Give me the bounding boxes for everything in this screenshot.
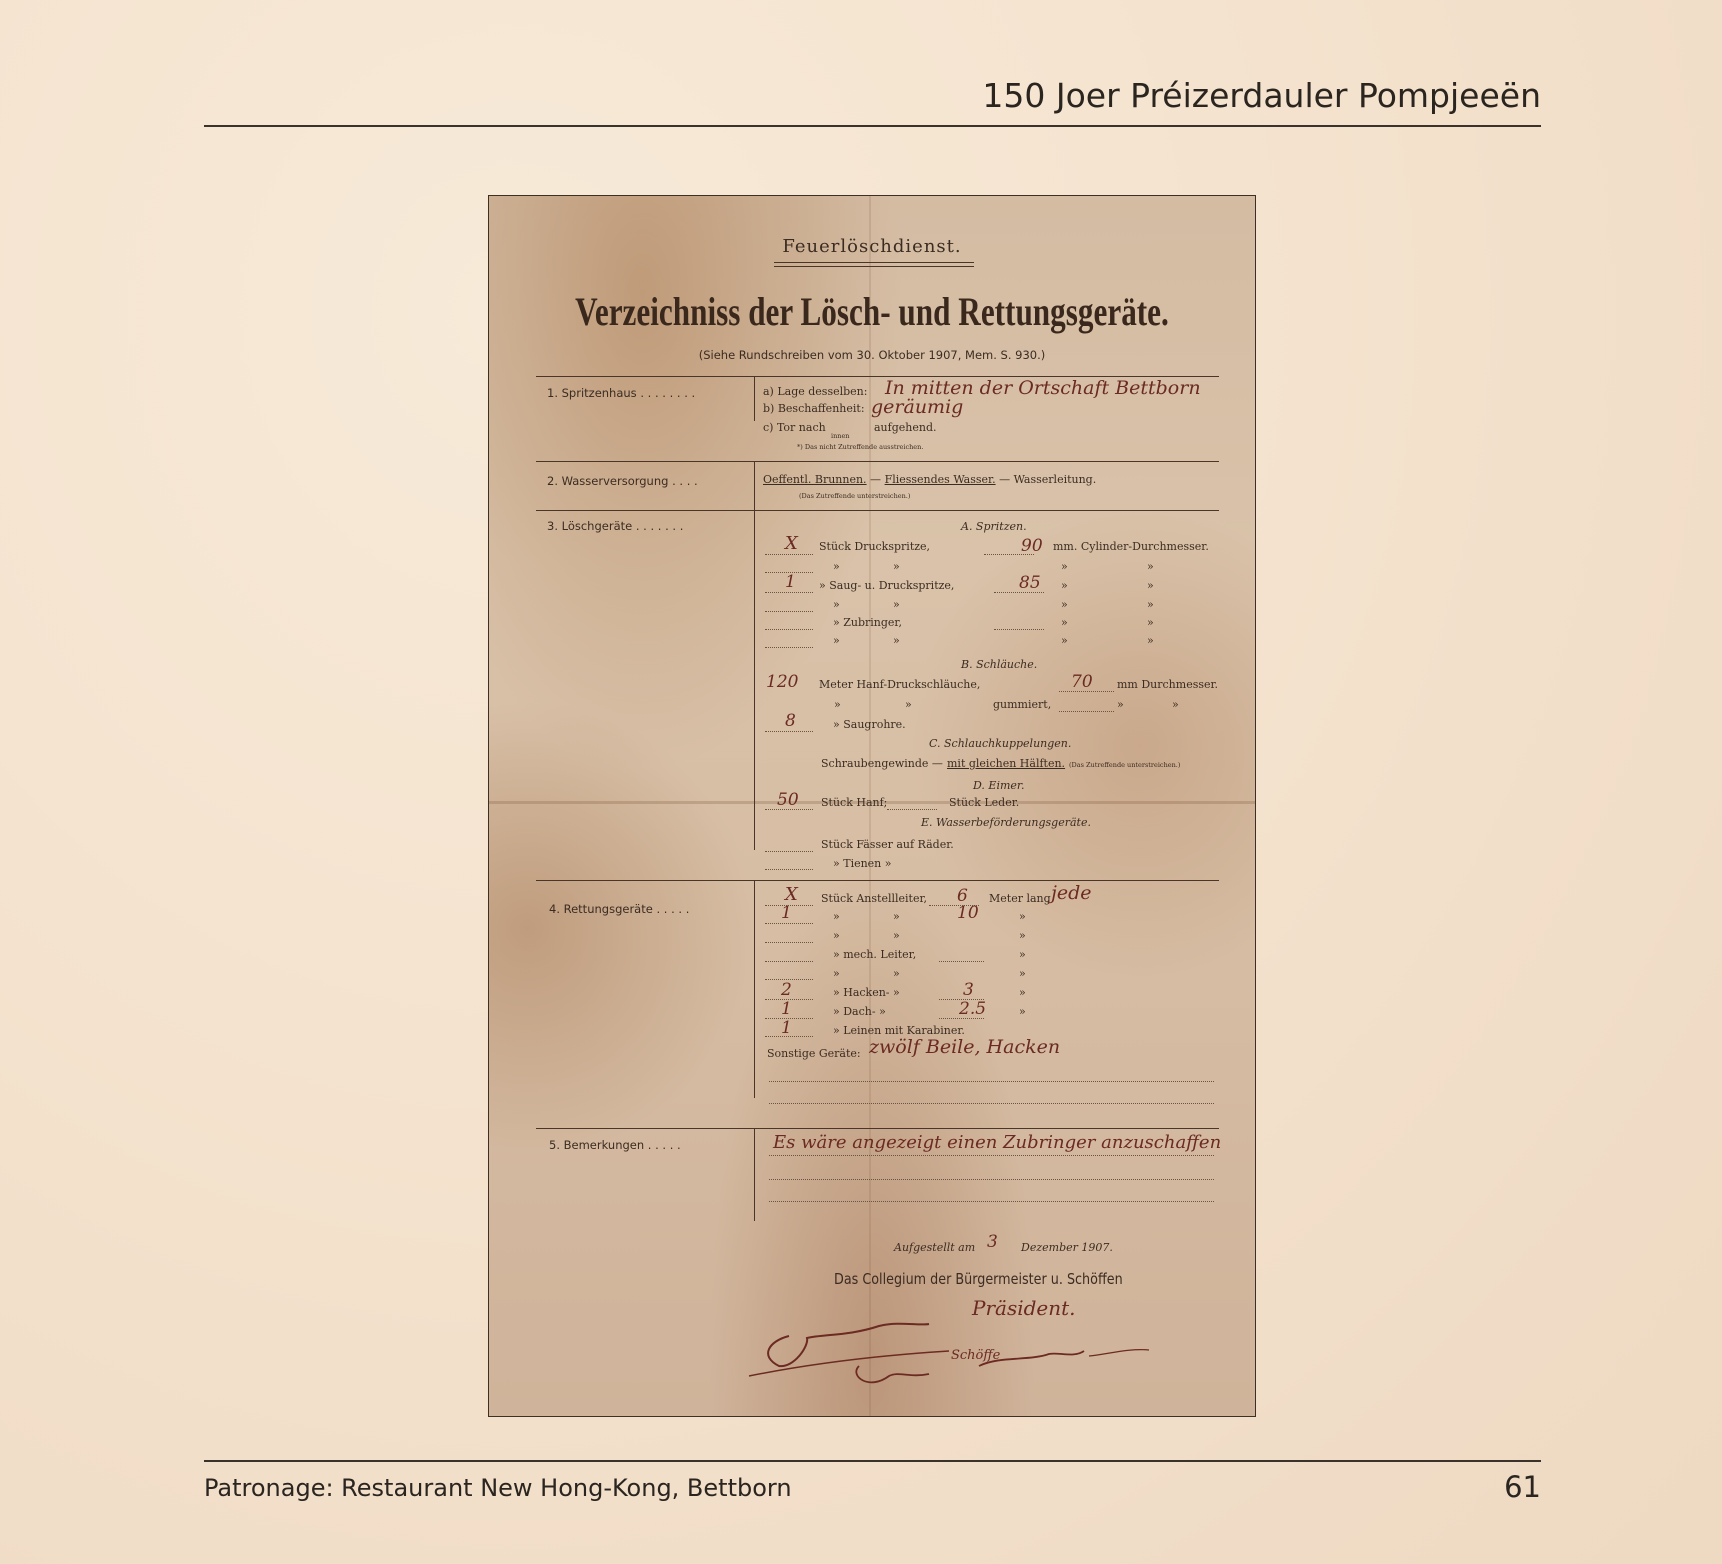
document-subtitle: (Siehe Rundschreiben vom 30. Oktober 1907, Mem. S. 930.) [698,348,1046,362]
field-label: » Dach- » [833,1005,886,1018]
handwritten-entry: 2 [781,980,792,1000]
field-label: c) Tor nach [763,421,826,434]
handwritten-entry: zwölf Beile, Hacken [869,1036,1061,1058]
field-label: » mech. Leiter, [833,948,917,961]
column-rule [754,376,755,421]
field-label: gummiert, [993,698,1052,711]
field-text [763,473,1096,486]
handwritten-entry: geräumig [871,396,964,418]
ditto-mark: » [1061,579,1068,592]
section-label: 3. Löschgeräte . . . . . . . [547,519,684,533]
field-label: a) Lage desselben: [763,385,868,398]
fill-line [765,868,813,870]
handwritten-entry: 70 [1071,672,1093,692]
fill-line [765,628,813,630]
page-header-title: 150 Joer Préizerdauler Pompjeeën [982,76,1541,115]
separator: — [866,473,885,486]
field-label: » Saugrohre. [833,718,906,731]
table-rule [536,461,1219,462]
footer-patronage: Patronage: Restaurant New Hong-Kong, Bettborn [204,1474,792,1502]
ditto-mark: » [1172,698,1179,711]
page-number: 61 [1504,1470,1541,1504]
ditto-mark: » [833,560,840,573]
ditto-mark: » [893,929,900,942]
handwritten-entry: Präsident. [972,1296,1076,1320]
field-label: » Hacken- » [833,986,900,999]
section-label: 5. Bemerkungen . . . . . [549,1138,681,1152]
ditto-mark: » [893,634,900,647]
ditto-mark: » [1061,560,1068,573]
ditto-mark: » [833,598,840,611]
ditto-mark: » [1019,967,1026,980]
ditto-mark: » [833,967,840,980]
field-label: Meter Hanf-Druckschläuche, [819,678,981,691]
ditto-mark: » [1147,560,1154,573]
field-label: Stück Anstellleiter, [821,892,928,905]
fill-line [887,808,937,810]
handwritten-entry: X [785,533,798,554]
field-label: » Saug- u. Druckspritze, [819,579,955,592]
column-rule [754,1128,755,1221]
ditto-mark: » [1147,579,1154,592]
option-text: Fliessendes Wasser. [884,473,996,486]
handwritten-entry: 90 [1021,536,1043,556]
header-rule [204,125,1541,127]
field-note: innen [831,432,850,440]
ditto-mark: » [1147,634,1154,647]
column-rule [754,461,755,511]
ditto-mark: » [1019,1005,1026,1018]
section-label: 4. Rettungsgeräte . . . . . [549,902,690,916]
ditto-mark: » [833,634,840,647]
fill-line [765,850,813,852]
handwritten-entry: 1 [781,903,792,923]
section-label: 1. Spritzenhaus . . . . . . . . [547,386,696,400]
handwritten-entry: In mitten der Ortschaft Bettborn [885,377,1201,399]
handwritten-entry: 6 [957,886,968,906]
subheading: B. Schläuche. [961,658,1038,671]
fill-line [765,610,813,612]
handwritten-entry: 1 [781,999,792,1019]
fill-line [769,1178,1214,1180]
subheading: A. Spritzen. [961,520,1027,533]
section-label: 2. Wasserversorgung . . . . [547,474,698,488]
field-label: Schraubengewinde — [821,757,943,770]
title-rule [774,266,974,267]
field-label: » Tienen » [833,857,892,870]
ditto-mark: » [893,910,900,923]
separator: — [995,473,1014,486]
ditto-mark: » [1117,698,1124,711]
fill-line [765,646,813,648]
ditto-mark: » [1061,598,1068,611]
field-label: b) Beschaffenheit: [763,402,865,415]
ditto-mark: » [834,698,841,711]
ditto-mark: » [893,598,900,611]
field-label: » Leinen mit Karabiner. [833,1024,965,1037]
ditto-mark: » [833,929,840,942]
handwritten-entry: 3 [987,1232,998,1252]
subheading: D. Eimer. [973,779,1025,792]
date-label: Aufgestellt am [894,1241,976,1254]
option-text: Oeffentl. Brunnen. [763,473,867,486]
table-rule [536,880,1219,881]
field-label: Stück Hanf; [821,796,888,809]
handwritten-entry: 50 [777,790,799,810]
document-department: Feuerlöschdienst. [782,236,962,257]
field-label: Stück Druckspritze, [819,540,931,553]
ditto-mark: » [1019,929,1026,942]
column-rule [754,510,755,850]
field-label: mm Durchmesser. [1117,678,1219,691]
ditto-mark: » [1147,598,1154,611]
field-label: Stück Leder. [949,796,1020,809]
field-label: mm. Cylinder-Durchmesser. [1053,540,1209,553]
field-label: aufgehend. [874,421,937,434]
document-title: Verzeichniss der Lösch- und Rettungsgeräte. [575,289,1169,334]
signature-mark [729,1296,1189,1406]
handwritten-entry: jede [1051,882,1092,904]
fill-line [765,941,813,943]
ditto-mark: » [893,560,900,573]
fill-line [939,960,984,962]
handwritten-entry: 1 [781,1018,792,1038]
field-label: Sonstige Geräte: [767,1047,861,1060]
field-option: mit gleichen Hälften. [947,757,1066,770]
footnote: (Das Zutreffende unterstreichen.) [799,492,911,500]
fill-line [769,1200,1214,1202]
footer-rule [204,1460,1541,1462]
field-label: Meter lang [989,892,1051,905]
ditto-mark: » [1019,948,1026,961]
handwritten-entry: 8 [785,711,796,731]
fill-line [769,1102,1214,1104]
handwritten-entry: Es wäre angezeigt einen Zubringer anzuschaffen [773,1132,1222,1153]
footnote: (Das Zutreffende unterstreichen.) [1069,761,1181,769]
handwritten-entry: X [785,884,798,905]
fill-line [765,960,813,962]
subheading: C. Schlauchkuppelungen. [929,737,1072,750]
field-label: » Zubringer, [833,616,902,629]
ditto-mark: » [1019,986,1026,999]
signatory-label: Das Collegium der Bürgermeister u. Schöffen [834,1270,1123,1288]
ditto-mark: » [1019,910,1026,923]
handwritten-entry: Schöffe [951,1348,1001,1363]
ditto-mark: » [833,910,840,923]
handwritten-entry: 120 [766,672,799,692]
option-text: Wasserleitung. [1013,473,1097,486]
subheading: E. Wasserbeförderungsgeräte. [921,816,1091,829]
date-label: Dezember 1907. [1021,1241,1113,1254]
table-rule [536,510,1219,511]
ditto-mark: » [905,698,912,711]
fill-line [994,628,1044,630]
handwritten-entry: 1 [785,572,796,592]
title-rule [774,262,974,263]
ditto-mark: » [1061,616,1068,629]
field-label: Stück Fässer auf Räder. [821,838,954,851]
handwritten-entry: 10 [957,903,979,923]
column-rule [754,880,755,1098]
scanned-document [488,195,1256,1417]
fill-line [1059,710,1114,712]
handwritten-entry: 85 [1019,573,1041,593]
footnote: *) Das nicht Zutreffende ausstreichen. [797,443,924,451]
ditto-mark: » [1147,616,1154,629]
table-rule [536,1128,1219,1129]
handwritten-entry: 3 [963,980,974,1000]
fill-line [769,1154,1214,1156]
handwritten-entry: 2.5 [959,999,987,1019]
ditto-mark: » [893,967,900,980]
fill-line [769,1080,1214,1082]
ditto-mark: » [1061,634,1068,647]
